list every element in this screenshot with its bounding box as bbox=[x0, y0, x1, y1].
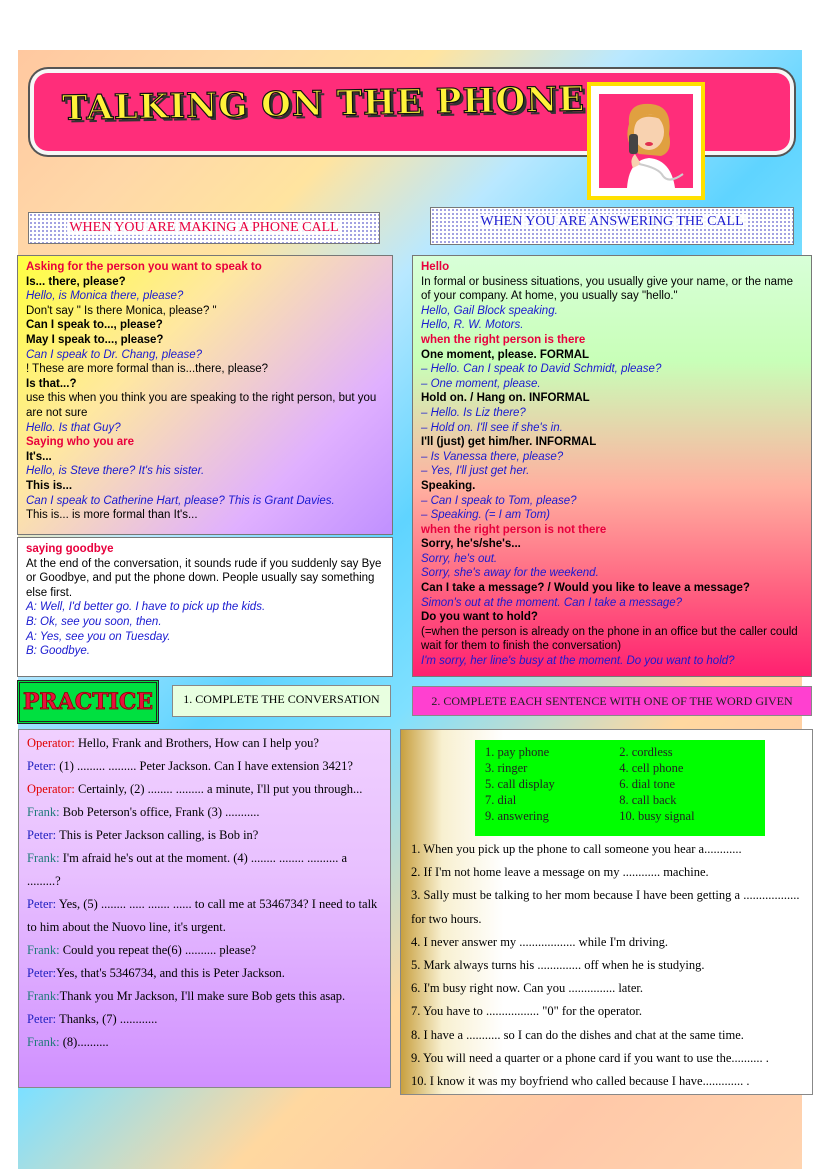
exercise-sentence: 3. Sally must be talking to her mom because I have been getting a .................. for two hours. bbox=[411, 888, 800, 926]
speaker-name: Peter: bbox=[27, 966, 57, 980]
speaker-name: Frank: bbox=[27, 989, 60, 1003]
making-call-line: use this when you think you are speaking to the right person, but you are not sure bbox=[26, 392, 377, 419]
making-call-line: This is... is more formal than It's... bbox=[26, 509, 198, 522]
answering-call-line: Sorry, he's/she's... bbox=[421, 538, 521, 551]
answering-call-line: Can I take a message? / Would you like to leave a message? bbox=[421, 582, 750, 595]
answering-call-line: when the right person is not there bbox=[421, 523, 607, 536]
speaker-name: Peter: bbox=[27, 828, 57, 842]
making-call-line: Is... there, please? bbox=[26, 275, 126, 288]
answering-call-line: – Is Vanessa there, please? bbox=[421, 450, 564, 463]
making-call-line: Can I speak to..., please? bbox=[26, 319, 163, 332]
word-option: 3. ringer bbox=[485, 760, 528, 775]
exercise-sentence: 8. I have a ........... so I can do the dishes and chat at the same time. bbox=[411, 1027, 744, 1042]
exercise-sentence: 5. Mark always turns his .............. off when he is studying. bbox=[411, 958, 705, 973]
line-text: Thank you Mr Jackson, I'll make sure Bob gets this asap. bbox=[59, 989, 346, 1003]
answering-call-line: – Hold on. I'll see if she's in. bbox=[421, 421, 563, 434]
answering-call-line: Hello, Gail Block speaking. bbox=[421, 304, 558, 317]
word-bank bbox=[475, 740, 765, 836]
word-bank-table bbox=[481, 744, 759, 824]
exercise-sentence: 1. When you pick up the phone to call someone you hear a............ bbox=[411, 842, 742, 856]
line-text: Could you repeat the(6) .......... please? bbox=[59, 943, 257, 957]
answering-call-line: Speaking. bbox=[421, 479, 476, 492]
conversation-line bbox=[27, 755, 382, 778]
making-call-header bbox=[28, 212, 380, 244]
word-option: 1. pay phone bbox=[485, 744, 550, 759]
conversation-line bbox=[27, 824, 382, 847]
exercise-sentence: 7. You have to ................. "0" for the operator. bbox=[411, 1004, 643, 1019]
making-call-line: Asking for the person you want to speak to bbox=[26, 261, 262, 273]
answering-call-line: I'll (just) get him/her. INFORMAL bbox=[421, 436, 597, 449]
making-call-line: Can I speak to Catherine Hart, please? This is Grant Davies. bbox=[26, 494, 335, 507]
word-option: 7. dial bbox=[485, 792, 517, 807]
answering-call-line: – One moment, please. bbox=[421, 377, 541, 390]
making-call-header-text: WHEN YOU ARE MAKING A PHONE CALL bbox=[69, 220, 339, 235]
practice-label-box bbox=[17, 680, 159, 724]
conversation-line bbox=[27, 939, 382, 962]
word-option: 8. call back bbox=[619, 792, 677, 807]
task2-instruction bbox=[412, 686, 812, 716]
sentence-list bbox=[411, 838, 806, 1093]
making-call-line: Can I speak to Dr. Chang, please? bbox=[26, 348, 203, 361]
answering-call-header bbox=[430, 207, 794, 245]
line-text: (1) ......... ......... Peter Jackson. Can I have extension 3421? bbox=[56, 759, 353, 773]
making-call-line: ! These are more formal than is...there, please? bbox=[26, 363, 269, 376]
answering-call-header-text: WHEN YOU ARE ANSWERING THE CALL bbox=[480, 214, 744, 229]
conversation-box bbox=[18, 729, 391, 1088]
line-text: (8).......... bbox=[59, 1035, 109, 1049]
line-text: Thanks, (7) ............ bbox=[56, 1012, 158, 1026]
answering-call-line: Hello, R. W. Motors. bbox=[421, 319, 524, 332]
speaker-name: Frank: bbox=[27, 1035, 60, 1049]
word-option: 2. cordless bbox=[619, 744, 673, 759]
speaker-name: Peter: bbox=[27, 1012, 57, 1026]
saying-goodbye-box bbox=[17, 537, 393, 677]
speaker-name: Frank: bbox=[27, 851, 60, 865]
making-call-line: It's... bbox=[26, 450, 52, 463]
task2-text: 2. COMPLETE EACH SENTENCE WITH ONE OF THE WORD GIVEN bbox=[431, 694, 793, 708]
answering-call-line: Sorry, he's out. bbox=[421, 552, 498, 565]
task1-instruction bbox=[172, 685, 391, 717]
word-option: 6. dial tone bbox=[619, 776, 676, 791]
answering-call-line: Hold on. / Hang on. INFORMAL bbox=[421, 392, 590, 405]
goodbye-line: A: Yes, see you on Tuesday. bbox=[26, 630, 171, 643]
speaker-name: Operator: bbox=[27, 782, 75, 796]
speaker-name: Peter: bbox=[27, 759, 57, 773]
making-call-line: Hello. Is that Guy? bbox=[26, 421, 121, 434]
exercise-sentence: 10. I know it was my boyfriend who called because I have............. . bbox=[411, 1074, 750, 1089]
page-title: TALKING ON THE PHONE bbox=[61, 79, 586, 129]
conversation-line bbox=[27, 962, 382, 985]
word-row bbox=[481, 744, 759, 760]
making-call-line: Hello, is Steve there? It's his sister. bbox=[26, 465, 205, 478]
word-option: 4. cell phone bbox=[619, 760, 684, 775]
answering-call-line: Sorry, she's away for the weekend. bbox=[421, 567, 599, 580]
goodbye-line: B: Goodbye. bbox=[26, 645, 90, 658]
goodbye-line: B: Ok, see you soon, then. bbox=[26, 615, 162, 628]
answering-call-line: Do you want to hold? bbox=[421, 611, 538, 624]
task1-text: 1. COMPLETE THE CONVERSATION bbox=[183, 692, 380, 706]
answering-call-line: when the right person is there bbox=[421, 333, 586, 346]
answering-call-line: – Hello. Can I speak to David Schmidt, please? bbox=[421, 363, 662, 376]
picture-background bbox=[599, 94, 693, 188]
word-option: 5. call display bbox=[485, 776, 555, 791]
exercise-sentence: 6. I'm busy right now. Can you ............... later. bbox=[411, 981, 643, 996]
woman-on-phone-icon bbox=[599, 94, 693, 188]
answering-call-line: – Can I speak to Tom, please? bbox=[421, 494, 577, 507]
goodbye-line: A: Well, I'd better go. I have to pick up the kids. bbox=[26, 601, 266, 614]
line-text: Yes, that's 5346734, and this is Peter Jackson. bbox=[56, 966, 285, 980]
answering-call-line: I'm sorry, her line's busy at the moment. Do you want to hold? bbox=[421, 655, 735, 668]
exercise-sentence: 9. You will need a quarter or a phone card if you want to use the.......... . bbox=[411, 1050, 769, 1065]
word-option: 10. busy signal bbox=[619, 808, 695, 823]
answering-call-line: Hello bbox=[421, 261, 450, 273]
speaker-name: Operator: bbox=[27, 736, 75, 750]
conversation-line bbox=[27, 1008, 382, 1031]
word-option: 9. answering bbox=[485, 808, 549, 823]
conversation-line bbox=[27, 732, 382, 755]
goodbye-line: At the end of the conversation, it sounds rude if you suddenly say Bye or Goodbye, and put the phone down. People usually say something else first. bbox=[26, 557, 382, 599]
line-text: Hello, Frank and Brothers, How can I help you? bbox=[74, 736, 319, 750]
line-text: I'm afraid he's out at the moment. (4) ........ ........ .......... a .........? bbox=[27, 851, 348, 888]
answering-call-line: One moment, please. FORMAL bbox=[421, 348, 590, 361]
line-text: Certainly, (2) ........ ......... a minute, I'll put you through... bbox=[74, 782, 363, 796]
conversation-line bbox=[27, 847, 382, 893]
line-text: This is Peter Jackson calling, is Bob in? bbox=[56, 828, 259, 842]
word-row bbox=[481, 776, 759, 792]
exercise-sentence: 4. I never answer my .................. while I'm driving. bbox=[411, 934, 669, 949]
making-call-line: May I speak to..., please? bbox=[26, 333, 164, 346]
making-call-line: Is that...? bbox=[26, 377, 77, 390]
making-call-line: Saying who you are bbox=[26, 436, 134, 449]
woman-phone-picture bbox=[587, 82, 705, 200]
speaker-name: Frank: bbox=[27, 805, 60, 819]
goodbye-line: saying goodbye bbox=[26, 543, 114, 555]
conversation-line bbox=[27, 801, 382, 824]
answering-call-line: In formal or business situations, you usually give your name, or the name of your company. At home, you usually say "hello." bbox=[421, 275, 794, 303]
answering-call-line: – Yes, I'll just get her. bbox=[421, 465, 530, 478]
making-call-line: Hello, is Monica there, please? bbox=[26, 290, 184, 303]
speaker-name: Frank: bbox=[27, 943, 60, 957]
speaker-name: Peter: bbox=[27, 897, 57, 911]
word-row bbox=[481, 760, 759, 776]
answering-call-line: – Hello. Is Liz there? bbox=[421, 406, 526, 419]
making-call-line: Don't say " Is there Monica, please? " bbox=[26, 304, 217, 317]
answering-call-line: Simon's out at the moment. Can I take a message? bbox=[421, 596, 683, 609]
answering-call-line: – Speaking. (= I am Tom) bbox=[421, 509, 551, 522]
making-call-box bbox=[17, 255, 393, 535]
answering-call-line: (=when the person is already on the phone in an office but the caller could wait for them to finish the conversation) bbox=[421, 625, 798, 653]
making-call-line: This is... bbox=[26, 479, 73, 492]
answering-call-box bbox=[412, 255, 812, 677]
conversation-line bbox=[27, 778, 382, 801]
word-row bbox=[481, 792, 759, 808]
exercise-box bbox=[400, 729, 813, 1095]
line-text: Bob Peterson's office, Frank (3) ........... bbox=[59, 805, 260, 819]
exercise-sentence: 2. If I'm not home leave a message on my ............ machine. bbox=[411, 865, 709, 880]
conversation-line bbox=[27, 893, 382, 939]
conversation-line bbox=[27, 985, 382, 1008]
conversation-line bbox=[27, 1031, 382, 1054]
line-text: Yes, (5) ........ ..... ....... ...... to call me at 5346734? I need to talk to him about the Nuovo line, it's urgent. bbox=[27, 897, 378, 934]
word-row bbox=[481, 808, 759, 824]
practice-label: PRACTICE bbox=[22, 689, 154, 715]
